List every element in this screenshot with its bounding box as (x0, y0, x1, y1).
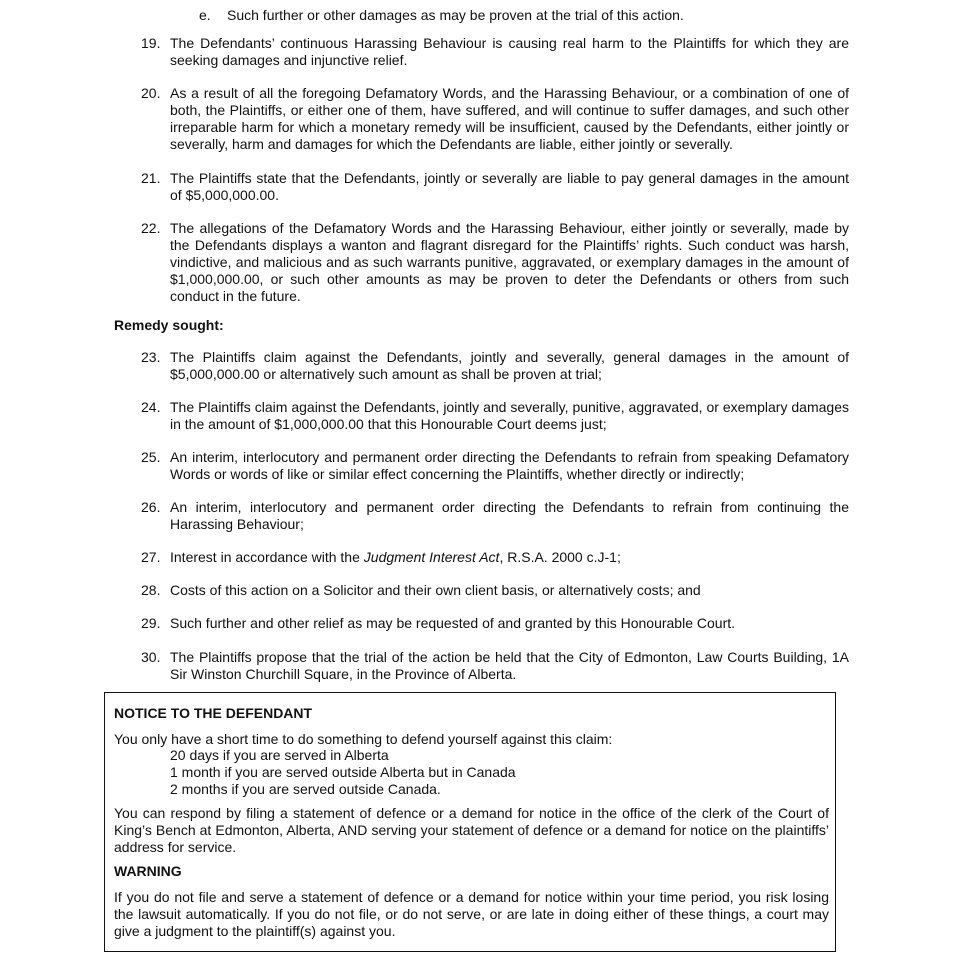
paragraph-number: 19. (141, 35, 161, 51)
notice-times (114, 747, 885, 798)
notice-box (104, 692, 836, 952)
act-title: Judgment Interest Act (363, 549, 500, 565)
paragraph-number: 22. (141, 220, 161, 236)
paragraph-number: 30. (141, 649, 161, 665)
paragraph-text: Such further and other relief as may be requested of and granted by this Honourable Court. (170, 615, 736, 631)
remedy-24 (141, 399, 849, 433)
time-alberta: 20 days if you are served in Alberta (170, 747, 389, 763)
paragraph-text: Costs of this action on a Solicitor and their own client basis, or alternatively costs; and (170, 582, 701, 598)
paragraph-text: The Plaintiffs claim against the Defendants, jointly and severally, general damages in the amount of $5,000,000.00 or alternatively such amount as shall be proven at trial; (170, 349, 849, 382)
remedy-29 (141, 615, 849, 632)
paragraph-text: An interim, interlocutory and permanent order directing the Defendants to refrain from continuing the Harassing Behaviour; (170, 499, 849, 532)
notice-title: NOTICE TO THE DEFENDANT (114, 705, 313, 721)
text-before: Interest in accordance with the (170, 549, 364, 565)
subitem-e (199, 7, 859, 24)
paragraph-text: The Plaintiffs state that the Defendants, jointly or severally are liable to pay general damages in the amount of $5,000,000.00. (170, 170, 849, 203)
paragraph-number: 23. (141, 349, 161, 365)
notice-intro: You only have a short time to do something to defend yourself against this claim: (114, 731, 613, 747)
paragraph-text: The Plaintiffs claim against the Defendants, jointly and severally, punitive, aggravated, or exemplary damages in the amount of $1,000,000.00 that this Honourable Court deems just; (170, 399, 849, 432)
remedy-23 (141, 349, 849, 383)
remedy-heading: Remedy sought: (114, 317, 224, 333)
time-canada: 1 month if you are served outside Alberta but in Canada (170, 764, 516, 780)
time-outside-canada: 2 months if you are served outside Canada. (170, 781, 441, 797)
text-after: , R.S.A. 2000 c.J-1; (499, 549, 621, 565)
paragraph-20 (141, 85, 849, 153)
paragraph-text: The allegations of the Defamatory Words and the Harassing Behaviour, either jointly or severally, made by the Defendants displays a wanton and flagrant disregard for the Plaintiffs’ rights. Such conduct was harsh, vindictive, and malicious and as such warrants punitive, aggravated, or exemplary damages in the amount of $1,000,000.00, or such other amounts as may be proven to deter the Defendants or others from such conduct in the future. (170, 220, 849, 304)
paragraph-22 (141, 220, 849, 305)
warning-title: WARNING (114, 863, 182, 879)
paragraph-number: 25. (141, 449, 161, 465)
notice-respond: You can respond by filing a statement of defence or a demand for notice in the office of the clerk of the Court of King’s Bench at Edmonton, Alberta, AND serving your statement of defence or a demand for notice on the plaintiffs’ address for service. (114, 805, 829, 855)
remedy-27 (141, 549, 849, 566)
warning-text: If you do not file and serve a statement of defence or a demand for notice within your time period, you risk losing the lawsuit automatically. If you do not file, or do not serve, or are late in doing either of these things, a court may give a judgment to the plaintiff(s) against you. (114, 889, 829, 939)
paragraph-text (170, 549, 849, 566)
paragraph-text: The Plaintiffs propose that the trial of the action be held that the City of Edmonton, Law Courts Building, 1A Sir Winston Churchill Square, in the Province of Alberta. (170, 649, 849, 682)
remedy-30 (141, 649, 849, 683)
paragraph-number: 27. (141, 549, 161, 565)
paragraph-number: 20. (141, 85, 161, 101)
paragraph-number: 24. (141, 399, 161, 415)
subitem-text: Such further or other damages as may be proven at the trial of this action. (227, 7, 684, 23)
paragraph-number: 28. (141, 582, 161, 598)
remedy-28 (141, 582, 849, 599)
paragraph-19 (141, 35, 849, 69)
paragraph-text: The Defendants’ continuous Harassing Behaviour is causing real harm to the Plaintiffs for which they are seeking damages and injunctive relief. (170, 35, 849, 68)
paragraph-21 (141, 170, 849, 204)
remedy-25 (141, 449, 849, 483)
paragraph-text: As a result of all the foregoing Defamatory Words, and the Harassing Behaviour, or a combination of one of both, the Plaintiffs, or either one of them, have suffered, and will continue to suffer damages, and such other irreparable harm for which a monetary remedy will be insufficient, caused by the Defendants, either jointly or severally, harm and damages for which the Defendants are liable, either jointly or severally. (170, 85, 849, 152)
paragraph-number: 21. (141, 170, 161, 186)
subitem-label: e. (199, 7, 211, 23)
paragraph-number: 26. (141, 499, 161, 515)
remedy-26 (141, 499, 849, 533)
paragraph-number: 29. (141, 615, 161, 631)
paragraph-text: An interim, interlocutory and permanent order directing the Defendants to refrain from speaking Defamatory Words or words of like or similar effect concerning the Plaintiffs, whether directly or indirectly; (170, 449, 849, 482)
